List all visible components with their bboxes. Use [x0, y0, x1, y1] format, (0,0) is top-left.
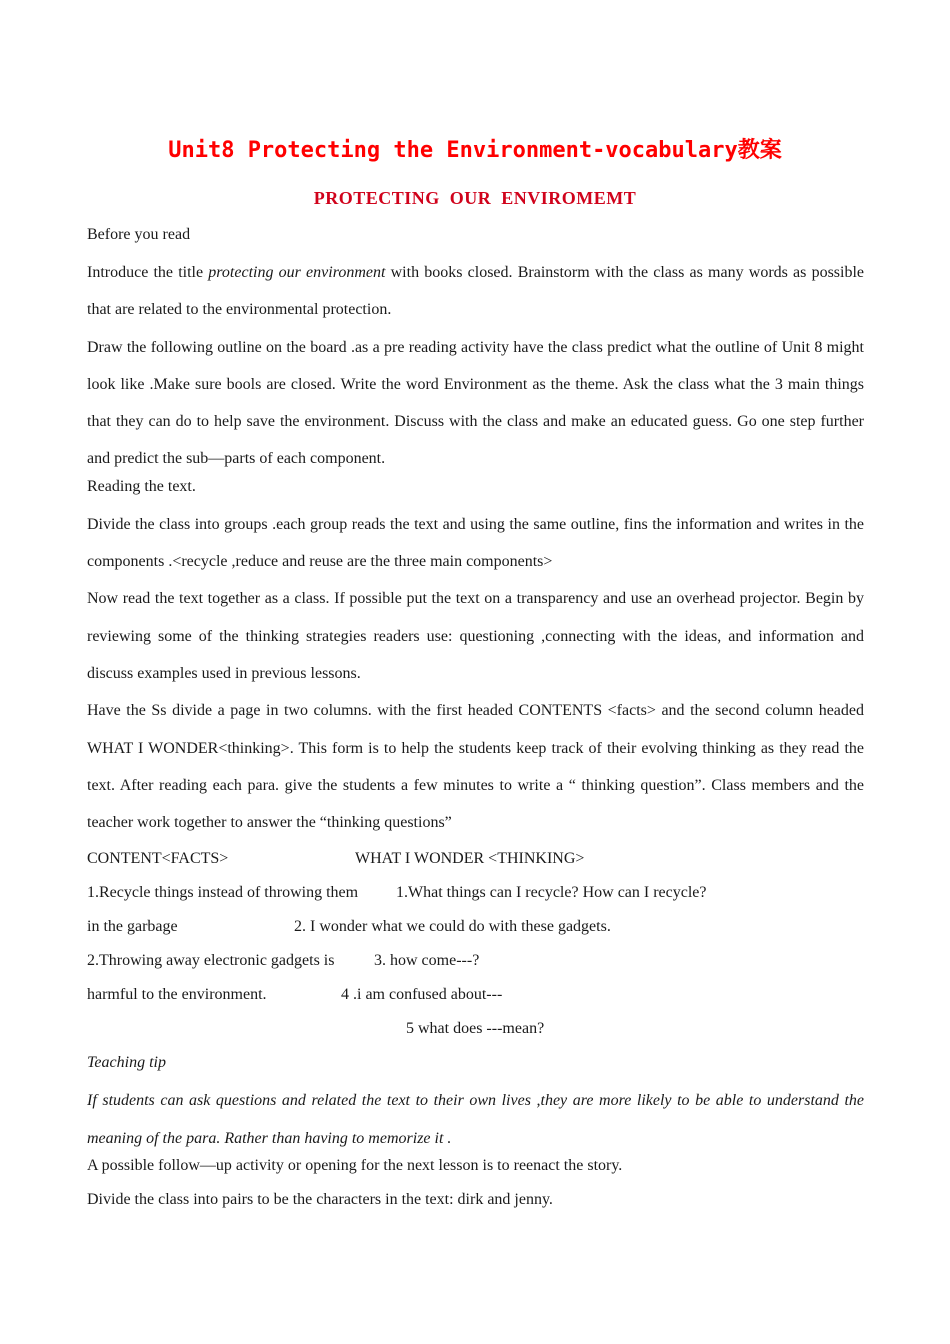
table-cell-right: 3. how come---? — [374, 952, 480, 970]
table-cell-right: 1.What things can I recycle? How can I recycle? — [396, 884, 707, 902]
heading-before-you-read: Before you read — [87, 226, 191, 243]
table-cell-right: 5 what does ---mean? — [406, 1020, 545, 1038]
table-cell-left: 1.Recycle things instead of throwing them — [87, 884, 359, 902]
table-row — [87, 882, 864, 916]
table-cell-right: 4 .i am confused about--- — [341, 986, 503, 1004]
draw-outline-paragraph: Draw the following outline on the board .as a pre reading activity have the class predict what the outline of Unit 8 might look like .Make sure bools are closed. Write the word Environment as the theme. Ask the class what the 3 main things that they can do to help save the environment. Discuss with the class and make an educated guess. Go one step further and predict the sub—parts of each component. — [87, 338, 864, 468]
read-together-paragraph: Now read the text together as a class. If possible put the text on a transparency and use an overhead projector. Begin by reviewing some of the thinking strategies readers use: questioning ,connecting with the ideas, and information and discuss examples used in previous lessons. — [87, 590, 864, 682]
table-row — [87, 984, 864, 1018]
intro-text-italic: protecting our environment — [208, 264, 386, 281]
table-header-wonder: WHAT I WONDER <THINKING> — [355, 850, 585, 868]
table-cell-left: in the garbage — [87, 918, 178, 936]
table-cell-right: 2. I wonder what we could do with these gadgets. — [294, 918, 611, 936]
heading-reading-the-text: Reading the text. — [87, 477, 196, 495]
document-body — [87, 224, 864, 1223]
intro-text-pre: Introduce the title — [87, 264, 209, 281]
table-cell-left: harmful to the environment. — [87, 986, 267, 1004]
facts-thinking-table — [87, 848, 864, 1052]
table-row — [87, 950, 864, 984]
table-header-row — [87, 848, 864, 882]
document-title: Unit8 Protecting the Environment-vocabulary教案 — [168, 138, 782, 163]
table-row — [87, 1018, 864, 1052]
table-cell-left: 2.Throwing away electronic gadgets is — [87, 952, 335, 970]
table-header-content: CONTENT<FACTS> — [87, 850, 229, 868]
teaching-tip-paragraph: If students can ask questions and related the text to their own lives ,they are more likely to be able to understand the meaning of the para. Rather than having to memorize it . — [87, 1092, 864, 1147]
document-subtitle: PROTECTING OUR ENVIROMEMT — [313, 188, 637, 208]
intro-text-post: with books closed. Brainstorm with the class as many words as possible that are related to the environmental protection. — [87, 264, 865, 319]
teaching-tip-heading: Teaching tip — [87, 1054, 166, 1072]
follow-up-paragraph: A possible follow—up activity or opening for the next lesson is to reenact the story. — [87, 1157, 623, 1175]
divide-groups-paragraph: Divide the class into groups .each group reads the text and using the same outline, fins the information and writes in the components .<recycle ,reduce and reuse are the three main components> — [87, 515, 864, 571]
table-row — [87, 916, 864, 950]
intro-paragraph — [87, 254, 864, 329]
two-columns-paragraph: Have the Ss divide a page in two columns. with the first headed CONTENTS <facts> and the second column headed WHAT I WONDER<thinking>. This form is to help the students keep track of their evolving thinking as they read the text. After reading each para. give the students a few minutes to write a “ thinking question”. Class members and the teacher work together to answer the “thinking questions” — [87, 702, 864, 832]
pairs-paragraph: Divide the class into pairs to be the characters in the text: dirk and jenny. — [87, 1191, 553, 1209]
